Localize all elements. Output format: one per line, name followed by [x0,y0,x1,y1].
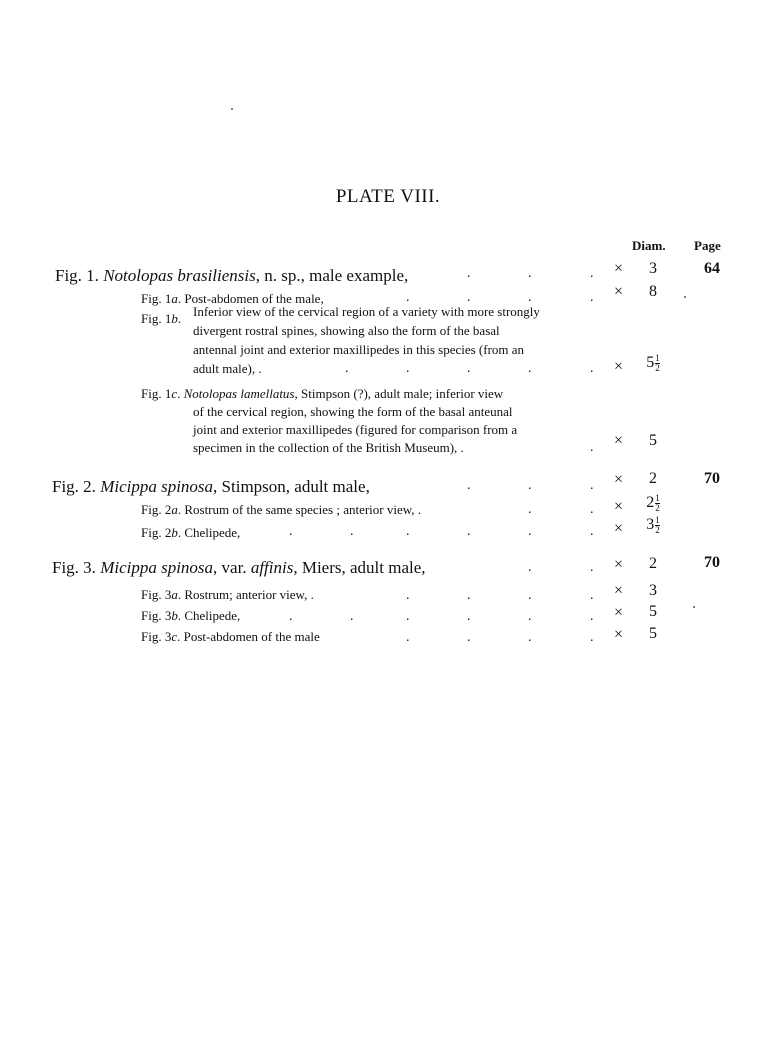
fig1-caption [55,266,408,286]
fig3c-caption: Fig. 3c. Post-abdomen of the male [141,629,320,644]
times-sign: × [614,604,624,621]
fig3-rest: , Miers, adult male, [293,558,426,577]
fig2a-diam: 2 $\frac{1}{2}$ [646,493,660,513]
fig3-species: Micippa spinosa [100,558,214,577]
leader-dot: . [467,609,471,624]
fig3-caption: Fig. 3. Micippa spinosa, var. affinis, Miers, adult male, [52,558,426,577]
speck [684,296,686,298]
speck [231,108,233,110]
leader-dot: . [528,290,532,305]
fig3b-diam: 5 [649,603,657,620]
speck [693,606,695,608]
fig1-rest: , n. sp., male example, [255,266,409,285]
fig1b-line: Inferior view of the cervical region of a variety with more strongly [193,304,540,319]
leader-dot: . [467,361,471,376]
leader-dot: . [528,502,532,517]
fig2-prefix: Fig. 2. [52,477,96,496]
leader-dot: . [467,588,471,603]
leader-dot: . [467,524,471,539]
leader-dot: . [406,609,410,624]
times-sign: × [614,283,624,300]
leader-dot: . [467,290,471,305]
fig2-caption [52,477,370,497]
leader-dot: . [350,609,354,624]
fig2-species: Micippa spinosa [100,477,214,496]
leader-dot: . [528,266,532,281]
leader-dot: . [406,630,410,645]
fig1-prefix: Fig. 1. [55,266,99,285]
leader-dot: . [590,266,594,281]
fig1-diam: 3 [649,260,657,277]
leader-dot: . [590,440,594,455]
fig3c-diam: 5 [649,625,657,642]
fig1-page: 64 [704,260,720,277]
fig3a-caption: Fig. 3a. Rostrum; anterior view, . [141,587,314,602]
leader-dot: . [406,524,410,539]
times-sign: × [614,626,624,643]
leader-dot: . [528,478,532,493]
leader-dot: . [528,524,532,539]
leader-dot: . [590,478,594,493]
times-sign: × [614,498,624,515]
times-sign: × [614,358,624,375]
leader-dot: . [590,560,594,575]
fig1c-line: specimen in the collection of the British Museum), . [193,440,464,455]
plate-title: PLATE VIII. [335,186,441,207]
leader-dot: . [528,588,532,603]
fig1c-caption: Fig. 1c. Notolopas lamellatus, Stimpson (?), adult male; inferior view [141,386,504,401]
fig1b-line: divergent rostral spines, showing also the form of the basal [193,323,500,338]
leader-dot: . [590,630,594,645]
fig1b-diam: 5 $\frac{1}{2}$ [646,353,660,373]
times-sign: × [614,556,624,573]
page-header: Page [694,238,721,253]
fig1c-diam: 5 [649,432,657,449]
leader-dot: . [590,502,594,517]
fig3-page: 70 [704,554,720,571]
leader-dot: . [345,361,349,376]
fig1a-diam: 8 [649,283,657,300]
leader-dot: . [590,290,594,305]
fig1-species: Notolopas brasiliensis [103,266,256,285]
fig1b-label: Fig. 1b. [141,311,182,326]
fig2-page: 70 [704,470,720,487]
leader-dot: . [467,478,471,493]
leader-dot: . [406,361,410,376]
fig2-rest: , Stimpson, adult male, [213,477,370,496]
fig1a-letter: a [171,291,178,306]
leader-dot: . [590,524,594,539]
fig1c-line: joint and exterior maxillipedes (figured for comparison from a [193,422,518,437]
fig1b-line: adult male), . [193,361,262,376]
fig1c-line: of the cervical region, showing the form of the basal anteunal [193,404,513,419]
leader-dot: . [467,630,471,645]
leader-dot: . [467,266,471,281]
diam-header: Diam. [632,238,666,253]
fig1b-line: antennal joint and exterior maxillipedes in this species (from an [193,342,525,357]
leader-dot: . [406,290,410,305]
fig1a-label: Fig. 1 [141,291,172,306]
fig1c-species: Notolopas lamellatus [183,386,295,401]
leader-dot: . [528,609,532,624]
times-sign: × [614,520,624,537]
fig2-diam: 2 [649,470,657,487]
times-sign: × [614,582,624,599]
leader-dot: . [406,588,410,603]
fig3a-diam: 3 [649,582,657,599]
fig3b-caption: Fig. 3b. Chelipede, [141,608,241,623]
fig2a-caption: Fig. 2a. Rostrum of the same species ; anterior view, . [141,502,422,517]
leader-dot: . [590,609,594,624]
leader-dot: . [289,609,293,624]
leader-dot: . [590,361,594,376]
times-sign: × [614,432,624,449]
leader-dot: . [350,524,354,539]
fig2b-caption: Fig. 2b. Chelipede, [141,525,241,540]
leader-dot: . [590,588,594,603]
times-sign: × [614,260,624,277]
fig3-prefix: Fig. 3. [52,558,96,577]
leader-dot: . [528,361,532,376]
fig1a-text: . Post-abdomen of the male, [177,291,324,306]
leader-dot: . [528,560,532,575]
leader-dot: . [289,524,293,539]
fig2b-diam: 3 $\frac{1}{2}$ [646,515,660,535]
leader-dot: . [528,630,532,645]
times-sign: × [614,471,624,488]
fig3-diam: 2 [649,555,657,572]
fig3-variety: affinis [250,558,294,577]
